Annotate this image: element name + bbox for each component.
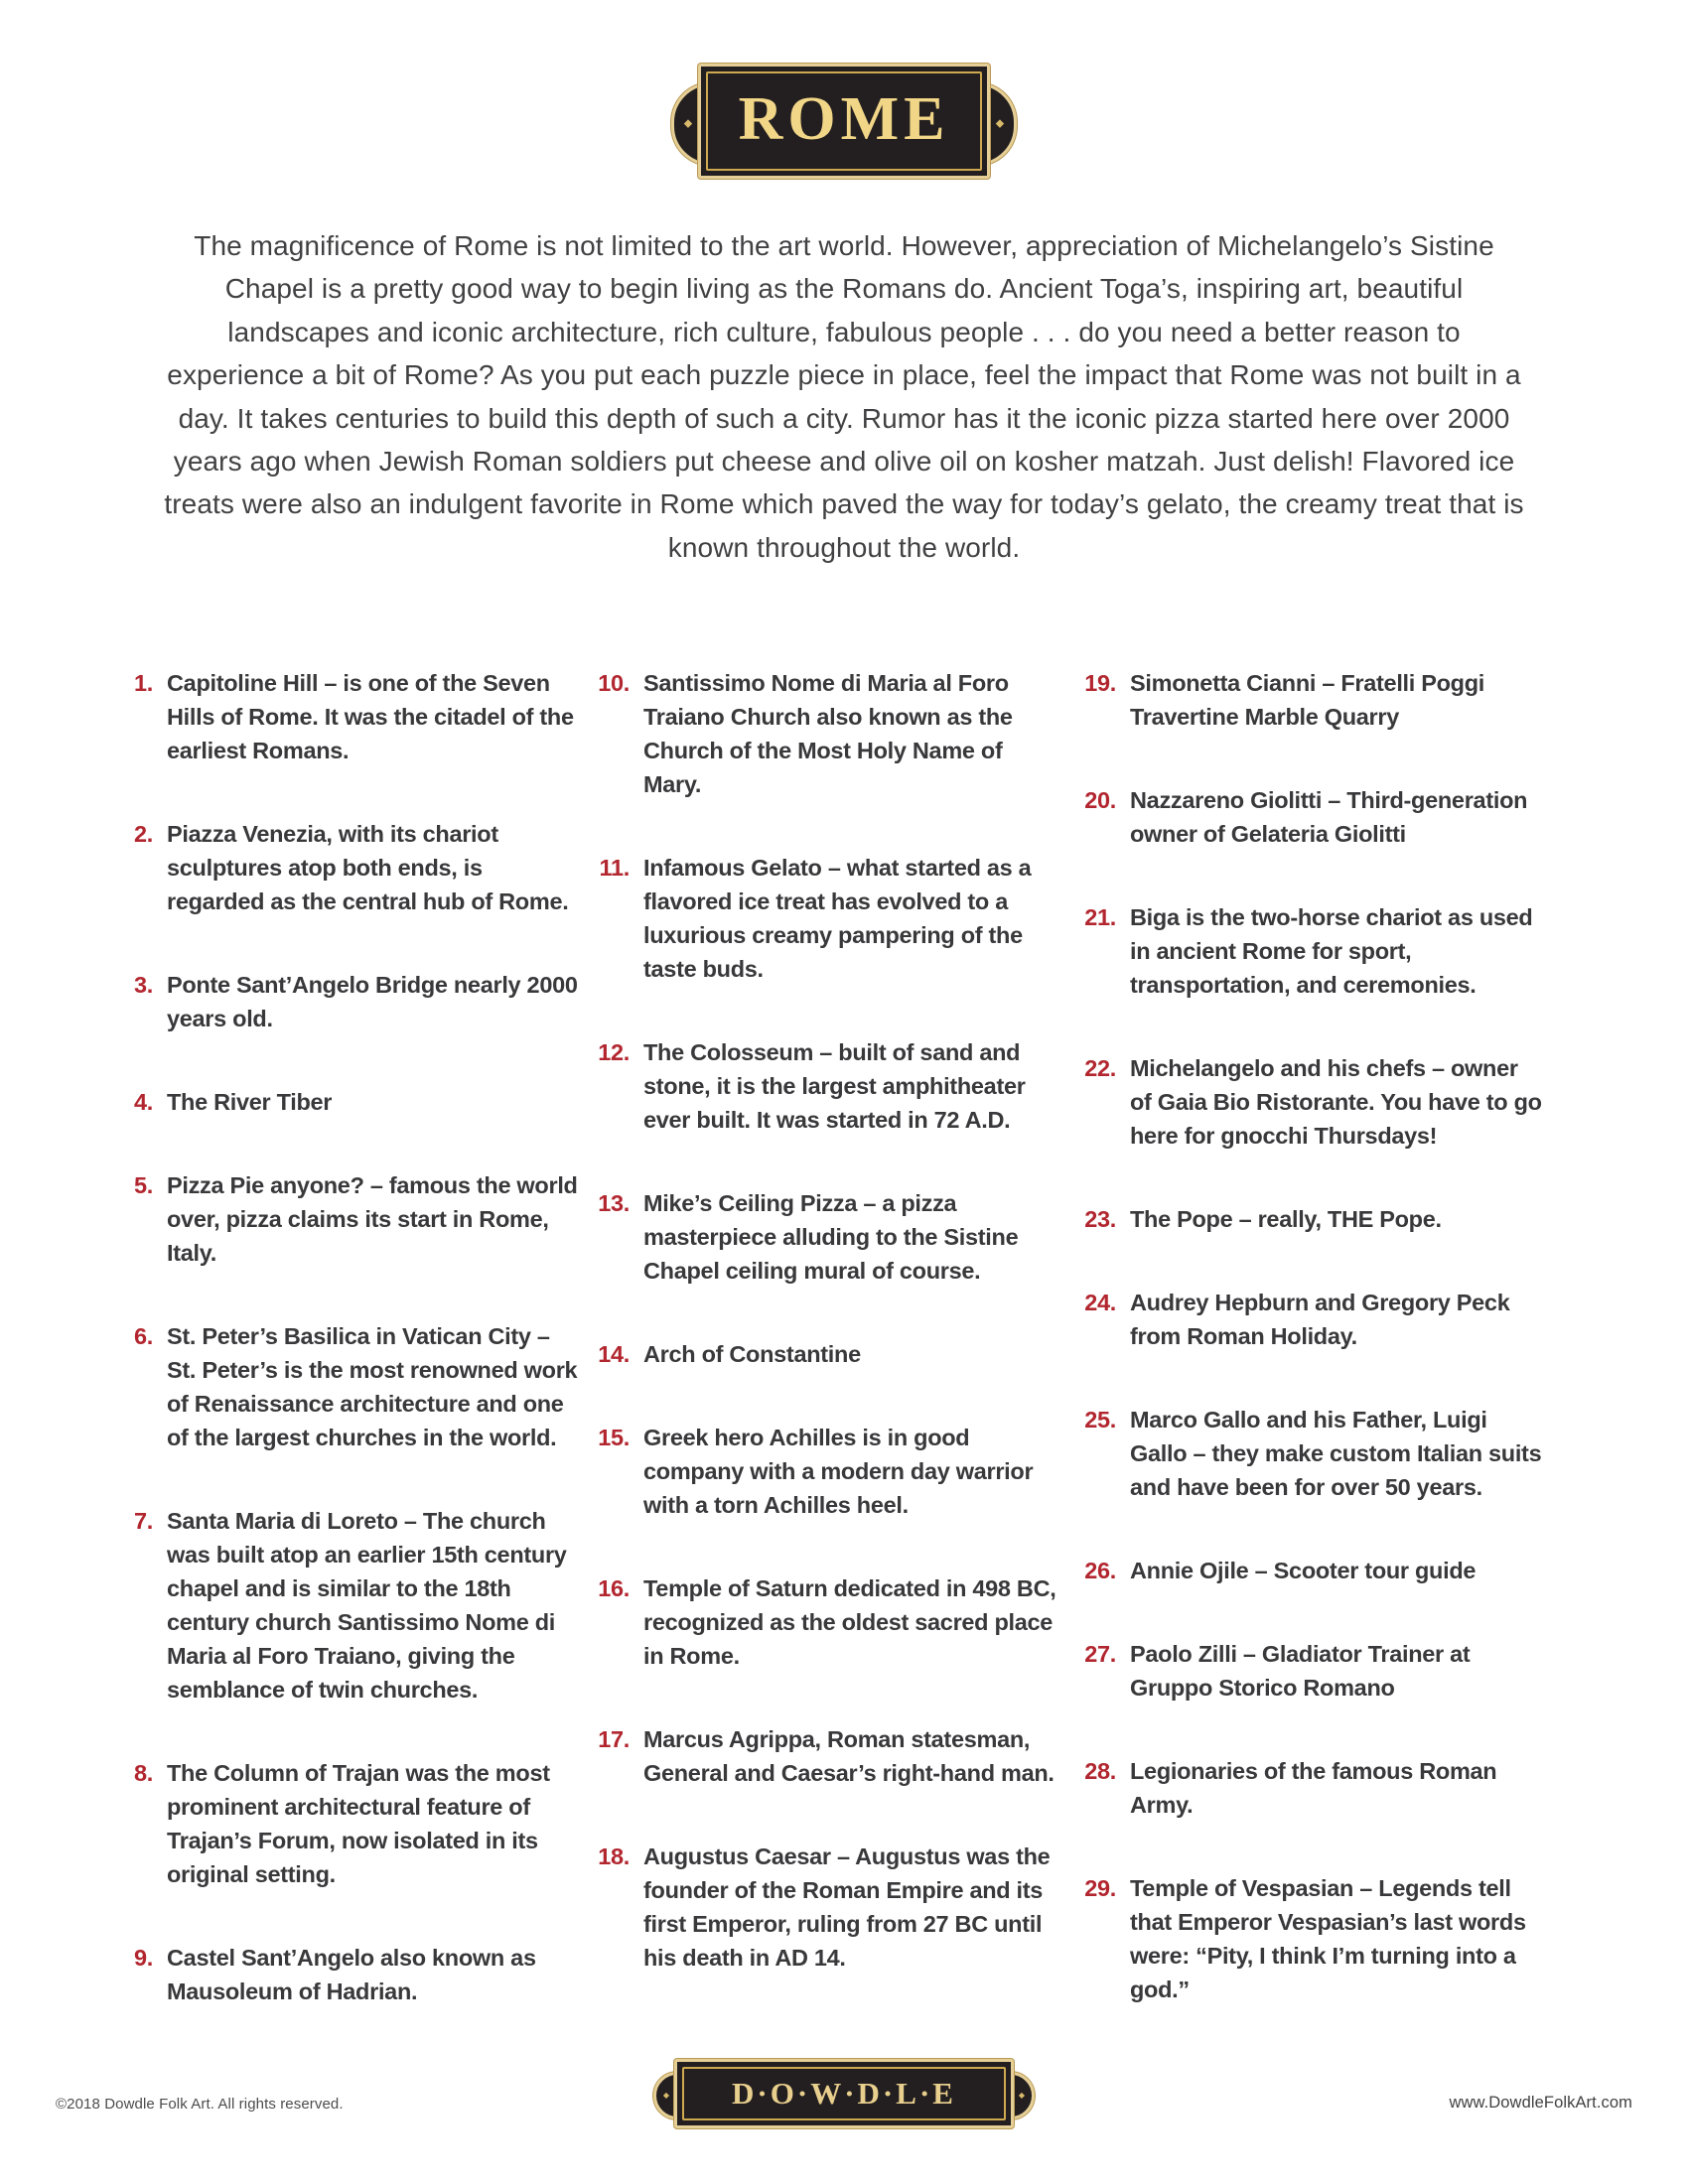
list-item xyxy=(1078,666,1547,734)
item-number: 21. xyxy=(1084,904,1116,931)
item-number: 1. xyxy=(134,670,153,697)
item-text: The Pope – really, THE Pope. xyxy=(1130,1206,1442,1233)
dowdle-plaque xyxy=(674,2059,1014,2128)
item-number: 3. xyxy=(134,972,153,999)
legend-column-1 xyxy=(115,666,584,2058)
item-text: Biga is the two-horse chariot as used in ancient Rome for sport, transportation, and ceremonies. xyxy=(1130,904,1533,999)
list-item xyxy=(592,1337,1070,1371)
list-item xyxy=(115,817,584,918)
item-text: Santa Maria di Loreto – The church was built atop an earlier 15th century chapel and is similar to the 18th century church Santissimo Nome di Maria al Foro Traiano, giving the semblance of twin churches. xyxy=(167,1508,567,1704)
legend-list xyxy=(0,666,1688,2058)
list-item xyxy=(1078,1051,1547,1153)
list-item xyxy=(1078,1286,1547,1353)
item-text: Marcus Agrippa, Roman statesman, General and Caesar’s right-hand man. xyxy=(643,1726,1055,1787)
item-number: 5. xyxy=(134,1172,153,1199)
legend-column-2 xyxy=(592,666,1070,2058)
item-number: 7. xyxy=(134,1508,153,1535)
item-number: 2. xyxy=(134,821,153,848)
fleur-ornament-icon: ◆ xyxy=(1018,2091,1026,2100)
item-text: Temple of Vespasian – Legends tell that Emperor Vespasian’s last words were: “Pity, I think I’m turning into a god.” xyxy=(1130,1875,1526,2003)
legend-column-3 xyxy=(1078,666,1547,2058)
item-number: 28. xyxy=(1084,1758,1116,1785)
list-item xyxy=(592,666,1070,801)
list-item xyxy=(115,666,584,767)
page-title: ROME xyxy=(738,85,950,153)
item-text: The Column of Trajan was the most prominent architectural feature of Trajan’s Forum, now isolated in its original setting. xyxy=(167,1760,550,1888)
fleur-ornament-icon: ◆ xyxy=(662,2091,670,2100)
item-text: Paolo Zilli – Gladiator Trainer at Gruppo Storico Romano xyxy=(1130,1641,1471,1702)
item-text: Greek hero Achilles is in good company with a modern day warrior with a torn Achilles heel. xyxy=(643,1425,1034,1519)
item-text: Legionaries of the famous Roman Army. xyxy=(1130,1758,1497,1819)
list-item xyxy=(1078,783,1547,851)
item-number: 19. xyxy=(1084,670,1116,697)
item-text: Audrey Hepburn and Gregory Peck from Roman Holiday. xyxy=(1130,1290,1510,1350)
item-number: 15. xyxy=(598,1425,630,1451)
item-text: Annie Ojile – Scooter tour guide xyxy=(1130,1558,1477,1584)
fleur-ornament-icon: ◆ xyxy=(995,117,1005,130)
list-item xyxy=(1078,1554,1547,1587)
fleur-ornament-icon: ◆ xyxy=(683,117,693,130)
item-text: Piazza Venezia, with its chariot sculptures atop both ends, is regarded as the central hub of Rome. xyxy=(167,821,569,915)
list-item xyxy=(1078,900,1547,1002)
list-item xyxy=(115,1085,584,1119)
item-text: Arch of Constantine xyxy=(643,1341,861,1368)
dowdle-brand-badge xyxy=(616,2053,1072,2132)
item-text: Pizza Pie anyone? – famous the world over, pizza claims its start in Rome, Italy. xyxy=(167,1172,578,1267)
item-number: 8. xyxy=(134,1760,153,1787)
list-item xyxy=(115,1941,584,2008)
item-number: 23. xyxy=(1084,1206,1116,1233)
item-text: Ponte Sant’Angelo Bridge nearly 2000 years old. xyxy=(167,972,578,1032)
list-item xyxy=(1078,1403,1547,1504)
item-text: Simonetta Cianni – Fratelli Poggi Travertine Marble Quarry xyxy=(1130,670,1485,731)
intro-paragraph: The magnificence of Rome is not limited to the art world. However, appreciation of Michelangelo’s Sistine Chapel is a pretty good way to begin living as the Romans do. Ancient Toga’s, inspiring art, beautiful landscapes and iconic architecture, rich culture, fabulous people . . . do you need a better reason to experience a bit of Rome? As you put each puzzle piece in place, feel the impact that Rome was not built in a day. It takes centuries to build this depth of such a city. Rumor has it the iconic pizza started here over 2000 years ago when Jewish Roman soldiers put cheese and olive oil on kosher matzah. Just delish! Flavored ice treats were also an indulgent favorite in Rome which paved the way for today’s gelato, the creamy treat that is known throughout the world. xyxy=(164,230,1524,563)
list-item xyxy=(592,1840,1070,1975)
item-number: 10. xyxy=(598,670,630,697)
item-number: 29. xyxy=(1084,1875,1116,1902)
rome-plaque xyxy=(698,64,990,179)
list-item xyxy=(592,1571,1070,1673)
item-number: 20. xyxy=(1084,787,1116,814)
list-item xyxy=(592,1186,1070,1288)
list-item xyxy=(1078,1871,1547,2006)
item-number: 16. xyxy=(598,1575,630,1602)
list-item xyxy=(592,1722,1070,1790)
item-number: 13. xyxy=(598,1190,630,1217)
list-item xyxy=(115,968,584,1035)
item-text: St. Peter’s Basilica in Vatican City – St. Peter’s is the most renowned work of Renaissance architecture and one of the largest churches in the world. xyxy=(167,1323,578,1451)
list-item xyxy=(592,851,1070,986)
item-text: Infamous Gelato – what started as a flavored ice treat has evolved to a luxurious creamy pampering of the taste buds. xyxy=(643,855,1032,983)
item-number: 4. xyxy=(134,1089,153,1116)
item-number: 26. xyxy=(1084,1558,1116,1584)
item-text: Augustus Caesar – Augustus was the founder of the Roman Empire and its first Emperor, ruling from 27 BC until his death in AD 14. xyxy=(643,1843,1051,1972)
item-text: The Colosseum – built of sand and stone, it is the largest amphitheater ever built. It was started in 72 A.D. xyxy=(643,1039,1026,1134)
item-text: Temple of Saturn dedicated in 498 BC, recognized as the oldest sacred place in Rome. xyxy=(643,1575,1056,1670)
item-text: Mike’s Ceiling Pizza – a pizza masterpiece alluding to the Sistine Chapel ceiling mural of course. xyxy=(643,1190,1019,1285)
item-text: Capitoline Hill – is one of the Seven Hills of Rome. It was the citadel of the earliest Romans. xyxy=(167,670,574,764)
list-item xyxy=(115,1168,584,1270)
website-url: www.DowdleFolkArt.com xyxy=(1449,2094,1632,2112)
item-number: 27. xyxy=(1084,1641,1116,1668)
item-text: The River Tiber xyxy=(167,1089,333,1116)
list-item xyxy=(1078,1202,1547,1236)
list-item xyxy=(115,1504,584,1706)
brand-name: D·O·W·D·L·E xyxy=(732,2075,956,2111)
item-number: 11. xyxy=(599,855,630,882)
list-item xyxy=(115,1756,584,1891)
item-number: 9. xyxy=(134,1945,153,1972)
list-item xyxy=(592,1035,1070,1137)
item-number: 22. xyxy=(1084,1055,1116,1082)
list-item xyxy=(1078,1754,1547,1822)
item-text: Castel Sant’Angelo also known as Mausoleum of Hadrian. xyxy=(167,1945,536,2005)
item-number: 14. xyxy=(598,1341,630,1368)
item-number: 24. xyxy=(1084,1290,1116,1316)
item-text: Nazzareno Giolitti – Third-generation owner of Gelateria Giolitti xyxy=(1130,787,1528,848)
rome-title-badge xyxy=(635,56,1053,185)
item-number: 25. xyxy=(1084,1407,1116,1433)
item-text: Michelangelo and his chefs – owner of Gaia Bio Ristorante. You have to go here for gnocchi Thursdays! xyxy=(1130,1055,1542,1150)
list-item xyxy=(592,1421,1070,1522)
item-text: Santissimo Nome di Maria al Foro Traiano Church also known as the Church of the Most Holy Name of Mary. xyxy=(643,670,1013,798)
item-number: 18. xyxy=(598,1843,630,1870)
list-item xyxy=(1078,1637,1547,1705)
copyright-notice: ©2018 Dowdle Folk Art. All rights reserved. xyxy=(56,2096,344,2113)
item-number: 12. xyxy=(598,1039,630,1066)
item-number: 6. xyxy=(134,1323,153,1350)
item-text: Marco Gallo and his Father, Luigi Gallo – they make custom Italian suits and have been for over 50 years. xyxy=(1130,1407,1542,1501)
list-item xyxy=(115,1319,584,1454)
item-number: 17. xyxy=(598,1726,630,1753)
